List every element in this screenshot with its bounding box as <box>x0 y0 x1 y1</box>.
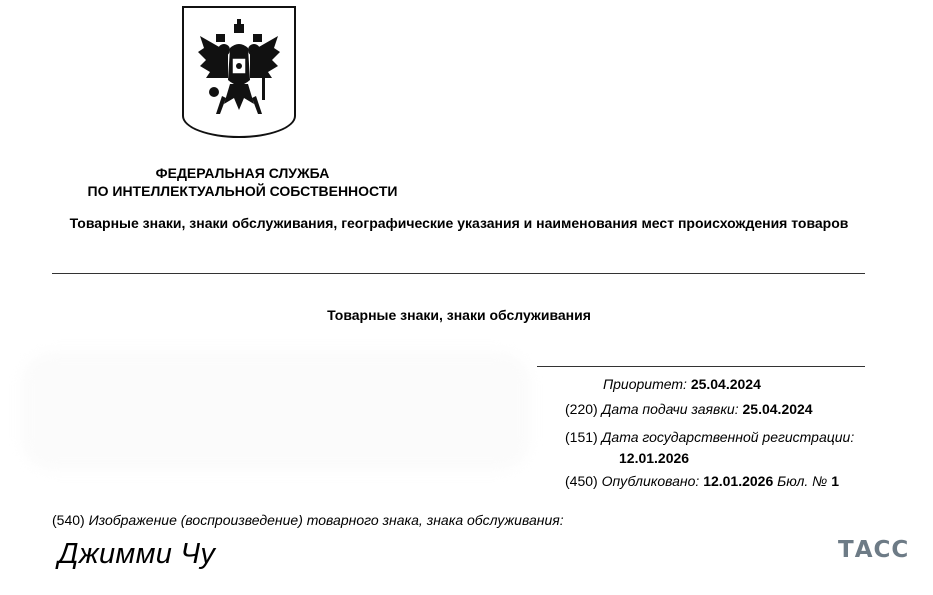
agency-name-line2: ПО ИНТЕЛЛЕКТУАЛЬНОЙ СОБСТВЕННОСТИ <box>87 183 398 199</box>
bulletin-label: Бюл. № <box>777 473 828 489</box>
filing-code: (220) <box>565 401 598 417</box>
registration-label: Дата государственной регистрации: <box>601 429 855 445</box>
divider <box>52 273 865 274</box>
registration-code: (151) <box>565 429 598 445</box>
agency-name-line1: ФЕДЕРАЛЬНАЯ СЛУЖБА <box>155 165 330 181</box>
publication-label: Опубликовано: <box>601 473 700 489</box>
publication-value: 12.01.2026 <box>703 473 774 489</box>
filing-date-field <box>565 401 813 417</box>
registration-date-field <box>565 429 854 445</box>
document-category: Товарные знаки, знаки обслуживания, географические указания и наименования мест происхождения товаров <box>69 215 849 231</box>
filing-value: 25.04.2024 <box>742 401 813 417</box>
priority-label: Приоритет: <box>603 376 687 392</box>
russian-coat-of-arms-icon <box>194 18 284 126</box>
trademark-text: Джимми Чу <box>58 538 216 570</box>
mark-caption-field <box>52 512 564 528</box>
filing-label: Дата подачи заявки: <box>601 401 739 417</box>
bulletin-number: 1 <box>831 473 840 489</box>
registration-value: 12.01.2026 <box>619 450 690 466</box>
redacted-area <box>22 352 530 470</box>
section-title: Товарные знаки, знаки обслуживания <box>327 307 591 323</box>
mark-code: (540) <box>52 512 85 528</box>
publication-field <box>565 473 839 489</box>
priority-field <box>603 376 761 392</box>
mark-caption: Изображение (воспроизведение) товарного знака, знака обслуживания: <box>88 512 564 528</box>
agency-name <box>60 164 425 200</box>
coat-of-arms-emblem <box>182 6 296 138</box>
priority-value: 25.04.2024 <box>690 376 761 392</box>
tass-watermark: ТАСС <box>838 537 910 563</box>
divider <box>537 366 865 367</box>
publication-code: (450) <box>565 473 598 489</box>
